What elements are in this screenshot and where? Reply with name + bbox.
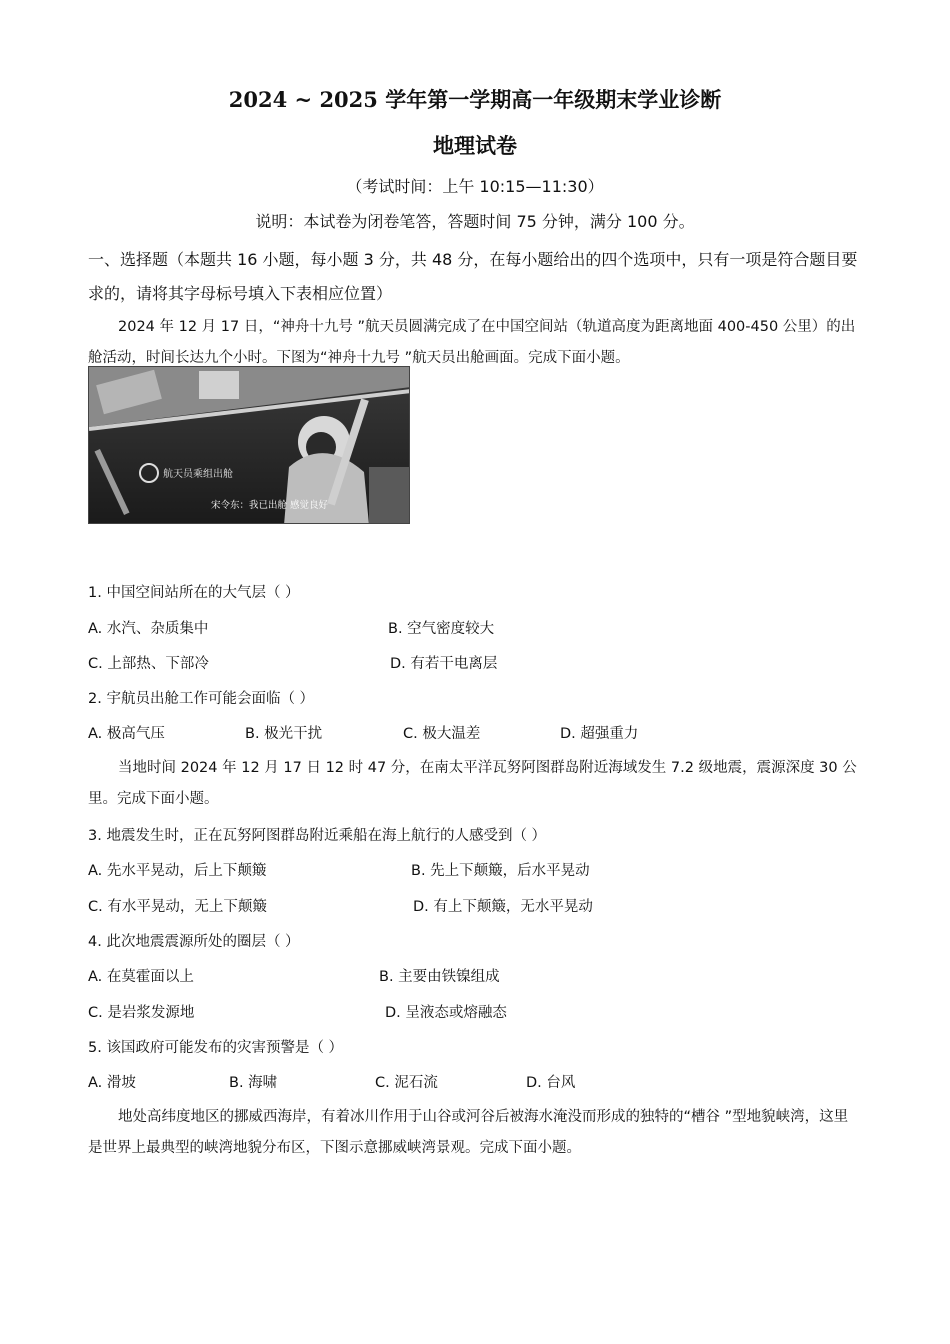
question-3-option-c: C. 有水平晃动，无上下颠簸 — [88, 899, 267, 915]
spacewalk-photo — [88, 366, 410, 524]
question-5-option-a: A. 滑坡 — [88, 1075, 136, 1091]
question-1-option-b: B. 空气密度较大 — [388, 621, 495, 637]
question-3-option-d: D. 有上下颠簸，无水平晃动 — [413, 899, 593, 915]
passage-1-text: 2024 年 12 月 17 日，“神舟十九号 ”航天员圆满完成了在中国空间站（轨道高度为距离地面 400-450 公里）的出舱活动，时间长达九个小时。下图为“神舟十九号 ”航天员出舱画面。完成下面小题。 — [88, 319, 856, 366]
question-1-stem: 1. 中国空间站所在的大气层（ ） — [88, 585, 300, 601]
exam-instruction: 说明：本试卷为闭卷笔答，答题时间 75 分钟，满分 100 分。 — [255, 212, 695, 231]
question-2-option-d: D. 超强重力 — [560, 726, 639, 742]
question-4-option-b: B. 主要由铁镍组成 — [379, 969, 500, 985]
question-1-option-d: D. 有若干电离层 — [390, 656, 498, 672]
question-2-option-c: C. 极大温差 — [403, 726, 481, 742]
exam-title: 2024 ~ 2025 学年第一学期高一年级期末学业诊断 — [228, 87, 722, 112]
question-4-option-d: D. 呈液态或熔融态 — [385, 1005, 507, 1021]
photo-subtitle-caption: 宋令东：我已出舱 感觉良好 — [211, 500, 329, 511]
question-1-option-c: C. 上部热、下部冷 — [88, 656, 209, 672]
photo-logo-caption: 航天员乘组出舱 — [163, 469, 233, 480]
question-3-option-b: B. 先上下颠簸，后水平晃动 — [411, 863, 590, 879]
passage-2-text: 当地时间 2024 年 12 月 17 日 12 时 47 分，在南太平洋瓦努阿图群岛附近海域发生 7.2 级地震，震源深度 30 公里。完成下面小题。 — [88, 760, 857, 807]
question-5-stem: 5. 该国政府可能发布的灾害预警是（ ） — [88, 1040, 344, 1056]
question-4-option-a: A. 在莫霍面以上 — [88, 969, 194, 985]
question-2-stem: 2. 宇航员出舱工作可能会面临（ ） — [88, 691, 315, 707]
passage-3-text: 地处高纬度地区的挪威西海岸，有着冰川作用于山谷或河谷后被海水淹没而形成的独特的“槽谷 ”型地貌峡湾，这里是世界上最典型的峡湾地貌分布区，下图示意挪威峡湾景观。完成下面小题。 — [88, 1109, 849, 1156]
question-2-option-a: A. 极高气压 — [88, 726, 165, 742]
question-5-option-d: D. 台风 — [526, 1075, 576, 1091]
exam-time: （考试时间：上午 10:15—11:30） — [346, 177, 604, 196]
subject-title: 地理试卷 — [433, 134, 517, 158]
passage-3 — [88, 1102, 860, 1164]
question-1-option-a: A. 水汽、杂质集中 — [88, 621, 209, 637]
question-5-option-c: C. 泥石流 — [375, 1075, 438, 1091]
question-3-option-a: A. 先水平晃动，后上下颠簸 — [88, 863, 267, 879]
section-heading: 一、选择题（本题共 16 小题，每小题 3 分，共 48 分，在每小题给出的四个选项中，只有一项是符合题目要求的，请将其字母标号填入下表相应位置） — [88, 250, 858, 303]
question-4-option-c: C. 是岩浆发源地 — [88, 1005, 195, 1021]
question-2-option-b: B. 极光干扰 — [245, 726, 323, 742]
spacewalk-photo-drawing — [89, 367, 410, 524]
question-5-option-b: B. 海啸 — [229, 1075, 278, 1091]
question-3-stem: 3. 地震发生时，正在瓦努阿图群岛附近乘船在海上航行的人感受到（ ） — [88, 828, 547, 844]
passage-2 — [88, 753, 860, 815]
question-4-stem: 4. 此次地震震源所处的圈层（ ） — [88, 934, 300, 950]
passage-1 — [88, 312, 860, 374]
